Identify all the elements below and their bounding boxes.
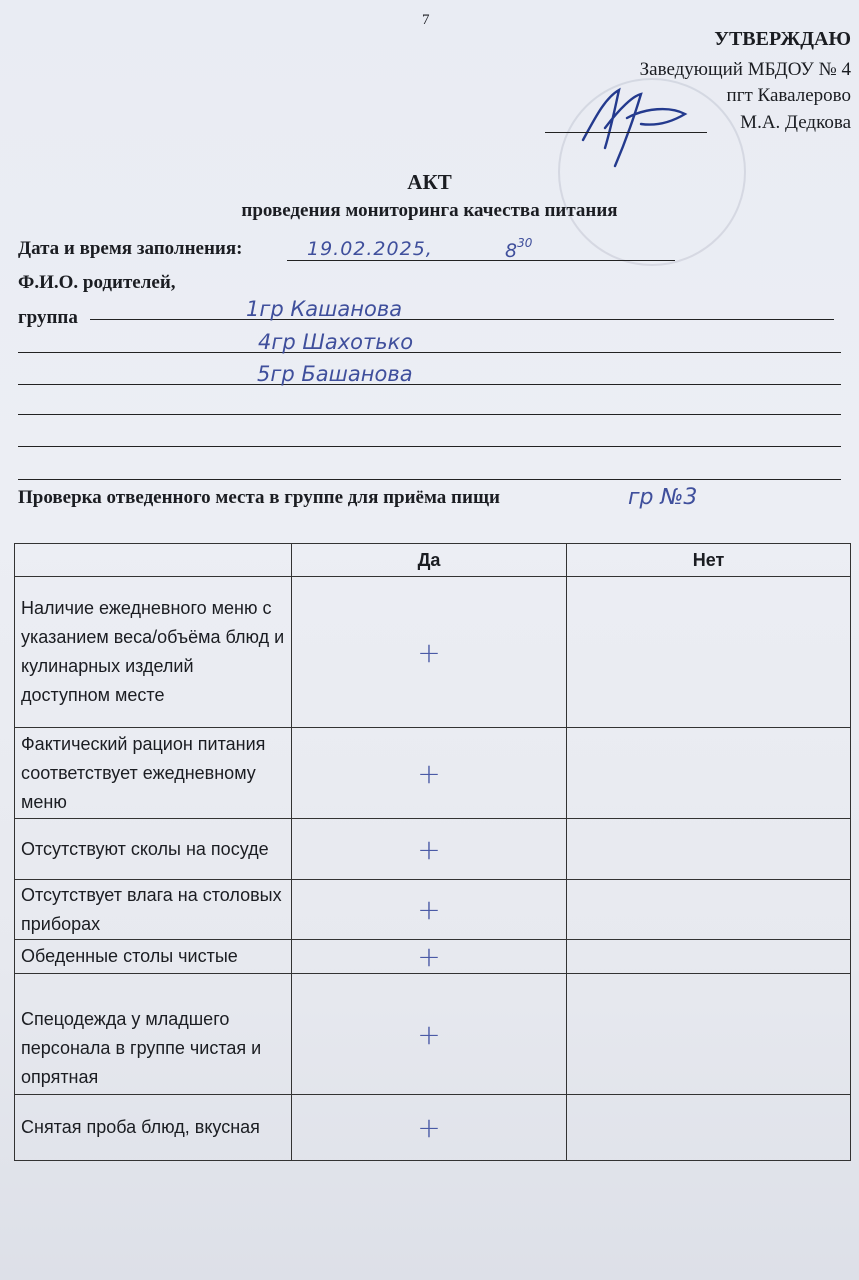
form-line xyxy=(90,319,834,320)
header-no: Нет xyxy=(567,544,851,577)
parent-entry: 4гр Шахотько xyxy=(258,330,414,354)
approval-title: УТВЕРЖДАЮ xyxy=(714,28,851,50)
no-cell xyxy=(567,577,851,728)
form-line xyxy=(18,384,841,385)
approval-role: Заведующий МБДОУ № 4 xyxy=(639,59,851,80)
yes-cell xyxy=(292,974,567,1095)
table-row xyxy=(15,974,851,1095)
group-label: группа xyxy=(18,307,78,328)
no-cell xyxy=(567,1095,851,1161)
yes-mark: + xyxy=(417,832,441,866)
document-title: АКТ xyxy=(407,170,452,194)
header-criterion xyxy=(15,544,292,577)
yes-cell xyxy=(292,819,567,880)
no-cell xyxy=(567,940,851,974)
table-row xyxy=(15,577,851,728)
criterion-cell: Снятая проба блюд, вкусная xyxy=(15,1095,292,1161)
yes-mark: + xyxy=(417,940,441,973)
yes-mark: + xyxy=(417,1017,441,1051)
approval-place: пгт Кавалерово xyxy=(726,85,851,106)
criterion-cell: Фактический рацион питания соответствует ежедневному меню xyxy=(15,728,292,819)
date-label: Дата и время заполнения: xyxy=(18,238,243,259)
check-table xyxy=(14,543,851,1161)
table-row xyxy=(15,819,851,880)
yes-mark: + xyxy=(417,1111,441,1144)
table-row xyxy=(15,880,851,940)
time-value xyxy=(505,236,532,262)
table-row xyxy=(15,728,851,819)
time-hour: 8 xyxy=(505,240,518,262)
signature xyxy=(575,78,695,173)
signature-line xyxy=(545,132,707,133)
yes-cell xyxy=(292,880,567,940)
table-row xyxy=(15,940,851,974)
no-cell xyxy=(567,819,851,880)
check-heading: Проверка отведенного места в группе для приёма пищи xyxy=(18,487,500,508)
document-subtitle: проведения мониторинга качества питания xyxy=(241,200,618,221)
no-cell xyxy=(567,728,851,819)
group-number-note: гр №3 xyxy=(628,485,698,510)
date-value: 19.02.2025, xyxy=(307,238,433,260)
criterion-cell: Отсутствует влага на столовых приборах xyxy=(15,880,292,940)
yes-mark: + xyxy=(417,635,441,669)
approval-name: М.А. Дедкова xyxy=(740,112,851,133)
table-header-row xyxy=(15,544,851,577)
parents-label: Ф.И.О. родителей, xyxy=(18,272,176,293)
criterion-cell: Отсутствуют сколы на посуде xyxy=(15,819,292,880)
form-line xyxy=(18,479,841,480)
form-line xyxy=(18,414,841,415)
form-line xyxy=(18,446,841,447)
criterion-cell: Спецодежда у младшего персонала в группе чистая и опрятная xyxy=(15,974,292,1095)
yes-mark: + xyxy=(417,756,441,790)
yes-cell xyxy=(292,940,567,974)
criterion-cell: Наличие ежедневного меню с указанием веса/объёма блюд и кулинарных изделий доступном месте xyxy=(15,577,292,728)
table-row xyxy=(15,1095,851,1161)
yes-cell xyxy=(292,1095,567,1161)
yes-cell xyxy=(292,728,567,819)
header-yes: Да xyxy=(292,544,567,577)
criterion-cell: Обеденные столы чистые xyxy=(15,940,292,974)
parent-entry: 1гр Кашанова xyxy=(246,297,403,321)
form-line xyxy=(18,352,841,353)
no-cell xyxy=(567,880,851,940)
no-cell xyxy=(567,974,851,1095)
parent-entry: 5гр Башанова xyxy=(257,362,413,386)
date-line xyxy=(287,260,675,261)
page-number: 7 xyxy=(422,12,430,28)
time-minutes: 30 xyxy=(517,236,533,250)
yes-cell xyxy=(292,577,567,728)
yes-mark: + xyxy=(417,893,441,926)
